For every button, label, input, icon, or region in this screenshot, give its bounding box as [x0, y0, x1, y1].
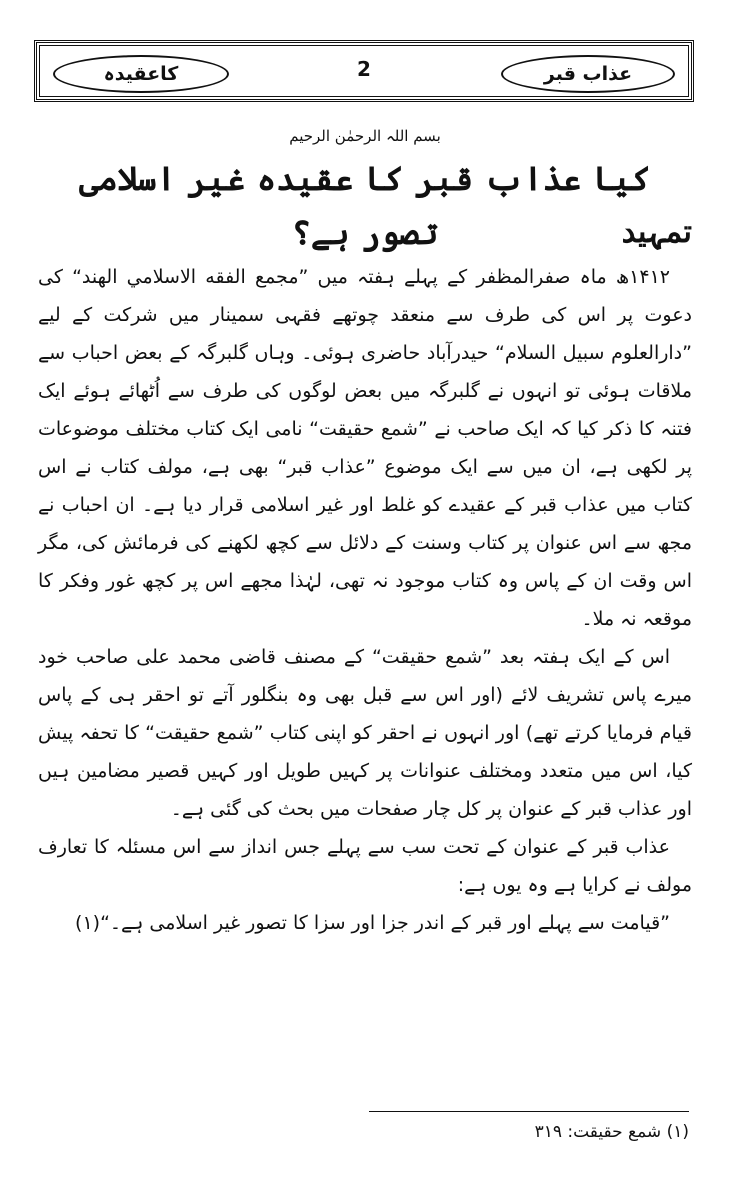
- header-book-subtitle: کاعقیدہ: [53, 55, 229, 93]
- footnote: (۱) شمع حقیقت: ۳۱۹: [534, 1122, 689, 1142]
- paragraph-intro: ۱۴۱۲ھ ماہ صفرالمظفر کے پہلے ہفتہ میں ”مجمع الفقه الاسلامي الهند“ کی دعوت پر اس کی طرف سے منعقد چوتھے فقہی سمینار میں شرکت کے لیے ”دارالعلوم سبیل السلام“ حیدرآباد حاضری ہوئی۔ وہاں گلبرگہ کے بعض احباب سے ملاقات ہوئی تو انہوں نے گلبرگہ میں بعض لوگوں کی طرف سے اُٹھائے ہوئے ایک فتنہ کا ذکر کیا کہ ایک صاحب نے ”شمع حقیقت“ نامی ایک کتاب مختلف موضوعات پر لکھی ہے، ان میں سے ایک موضوع ”عذاب قبر“ بھی ہے، مولف کتاب نے اس کتاب میں عذاب قبر کے عقیدے کو غلط اور غیر اسلامی قرار دیا ہے۔ ان احباب نے مجھ سے اس عنوان پر کتاب وسنت کے دلائل سے کچھ لکھنے کی فرمائش کی، مگر اس وقت ان کے پاس وہ کتاب موجود نہ تھی، لہٰذا مجھے اس پر کچھ غور وفکر کا موقعہ نہ ملا۔: [38, 266, 692, 630]
- page-title: کیا عذاب قبر کا عقیدہ غیر اسلامی تصور ہے؟: [79, 159, 651, 252]
- bismillah: بسم اللہ الرحمٰن الرحیم: [289, 127, 441, 145]
- page-body: [38, 120, 692, 942]
- paragraph-topic: عذاب قبر کے عنوان کے تحت سب سے پہلے جس انداز سے اس مسئلہ کا تعارف مولف نے کرایا ہے وہ یوں ہے:: [38, 836, 692, 896]
- paragraph-author-visit: اس کے ایک ہفتہ بعد ”شمع حقیقت“ کے مصنف قاضی محمد علی صاحب خود میرے پاس تشریف لائے (اور اس سے قبل بھی وہ بنگلور آتے تو احقر ہی کے پاس قیام فرمایا کرتے تھے) اور انہوں نے احقر کو اپنی کتاب ”شمع حقیقت“ کا تحفہ پیش کیا، اس میں متعدد ومختلف عنوانات پر کہیں طویل اور کہیں قصیر مضامین ہیں اور عذاب قبر کے عنوان پر کل چار صفحات میں بحث کی گئی ہے۔: [38, 646, 692, 820]
- header-book-title: عذاب قبر: [501, 55, 675, 93]
- page-header: [34, 40, 694, 102]
- block-quote: ”قیامت سے پہلے اور قبر کے اندر جزا اور سزا کا تصور غیر اسلامی ہے۔“(۱): [75, 912, 670, 934]
- footnote-divider: [369, 1111, 689, 1112]
- page-number: 2: [357, 57, 371, 81]
- section-heading: تمہید: [621, 214, 692, 250]
